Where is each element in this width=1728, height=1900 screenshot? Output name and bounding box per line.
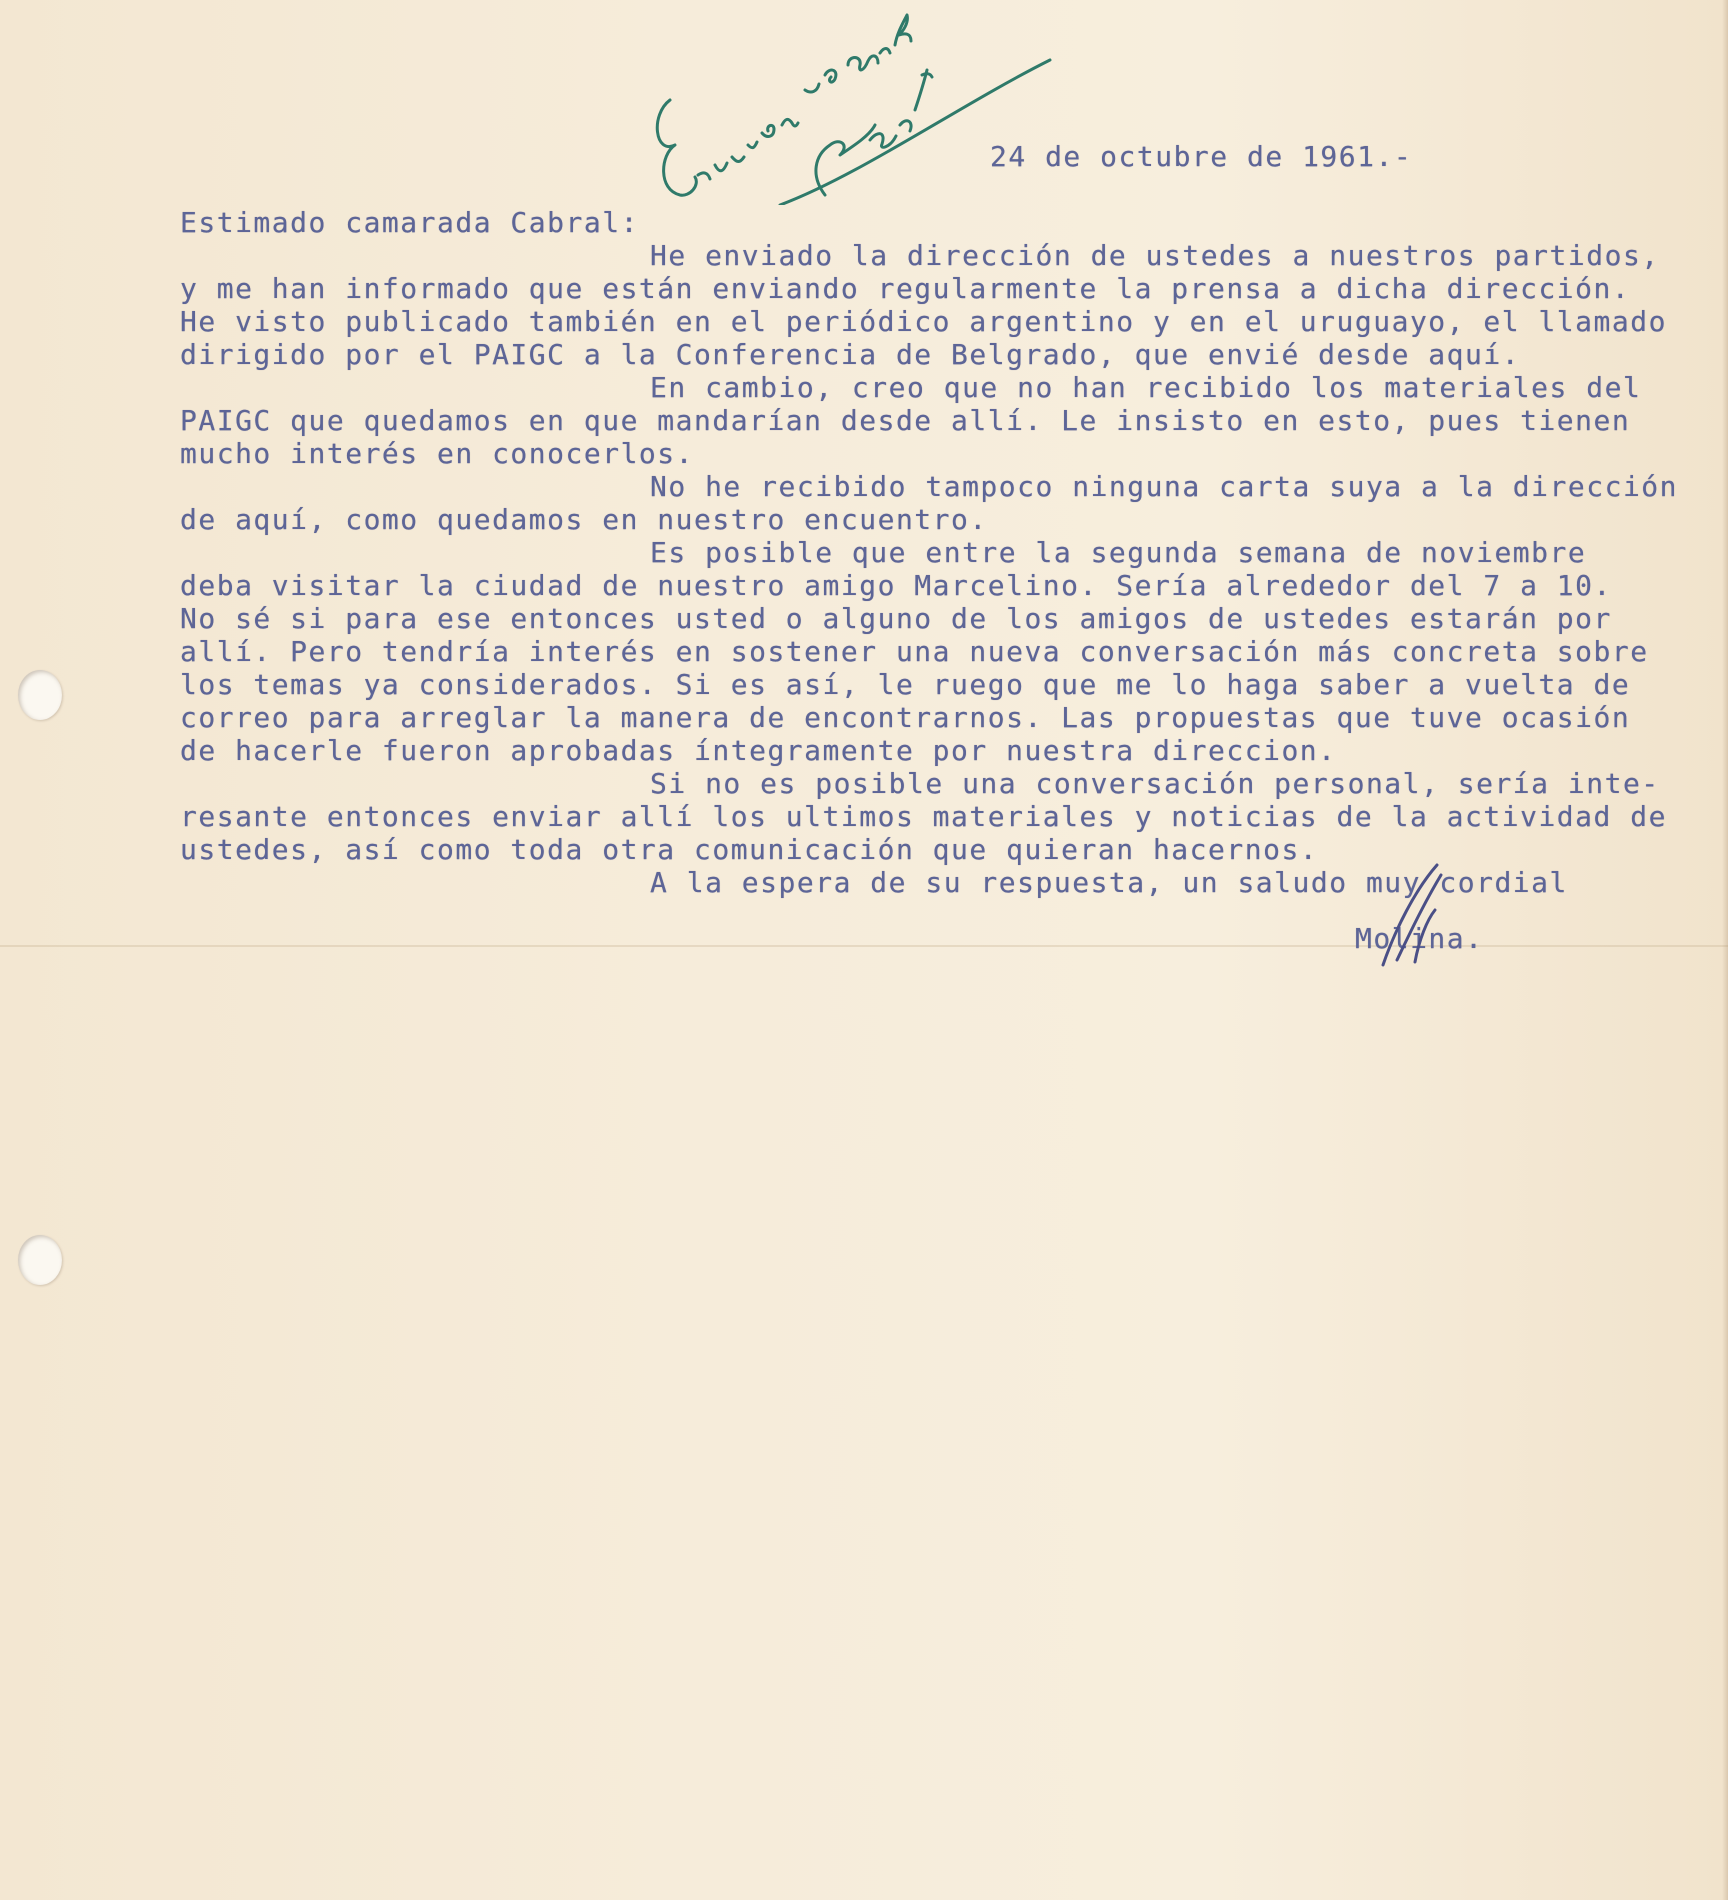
punch-hole-upper — [18, 670, 62, 720]
letter-line: dirigido por el PAIGC a la Conferencia de Belgrado, que envié desde aquí. — [180, 338, 1521, 371]
letter-line: PAIGC que quedamos en que mandarían desde allí. Le insisto en esto, pues tienen — [180, 404, 1631, 437]
letter-line: He visto publicado también en el periódico argentino y en el uruguayo, el llamado — [180, 305, 1667, 338]
letter-line: deba visitar la ciudad de nuestro amigo Marcelino. Sería alrededor del 7 a 10. — [180, 569, 1612, 602]
signature-name: Molina. — [1355, 922, 1484, 955]
letter-line: No sé si para ese entonces usted o alguno de los amigos de ustedes estarán por — [180, 602, 1612, 635]
letter-line: En cambio, creo que no han recibido los materiales del — [650, 371, 1642, 404]
page-edge-shadow — [1722, 0, 1728, 1900]
letter-line: Es posible que entre la segunda semana de noviembre — [650, 536, 1587, 569]
letter-line: de hacerle fueron aprobadas íntegramente por nuestra direccion. — [180, 734, 1337, 767]
letter-line: y me han informado que están enviando regularmente la prensa a dicha dirección. — [180, 272, 1631, 305]
letter-salutation: Estimado camarada Cabral: — [180, 206, 639, 239]
letter-line: mucho interés en conocerlos. — [180, 437, 695, 470]
letter-line: He enviado la dirección de ustedes a nuestros partidos, — [650, 239, 1660, 272]
letter-body — [180, 239, 1680, 899]
letter-line: resante entonces enviar allí los ultimos materiales y noticias de la actividad de — [180, 800, 1667, 833]
letter-line: los temas ya considerados. Si es así, le ruego que me lo haga saber a vuelta de — [180, 668, 1631, 701]
letter-date: 24 de octubre de 1961.- — [990, 140, 1413, 173]
handwritten-annotation — [640, 5, 1060, 205]
punch-hole-lower — [18, 1235, 62, 1285]
letter-line: correo para arreglar la manera de encontrarnos. Las propuestas que tuve ocasión — [180, 701, 1631, 734]
letter-line: ustedes, así como toda otra comunicación que quieran hacernos. — [180, 833, 1319, 866]
handwritten-signature — [1375, 860, 1455, 970]
letter-line: allí. Pero tendría interés en sostener una nueva conversación más concreta sobre — [180, 635, 1649, 668]
letter-line: Si no es posible una conversación personal, sería inte- — [650, 767, 1660, 800]
letter-line: No he recibido tampoco ninguna carta suya a la dirección — [650, 470, 1679, 503]
letter-line: A la espera de su respuesta, un saludo muy cordial — [650, 866, 1568, 899]
letter-line: de aquí, como quedamos en nuestro encuentro. — [180, 503, 988, 536]
